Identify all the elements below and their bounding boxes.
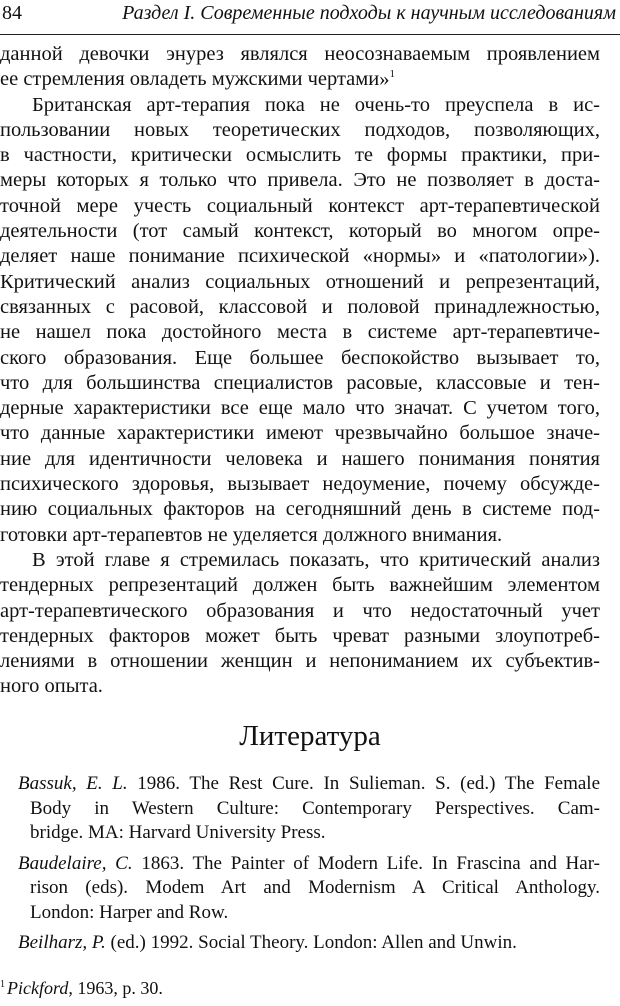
- reference-list: [0, 772, 600, 962]
- text-line-content: тендерных факторов может быть чреват разными злоупотреб-: [0, 624, 600, 647]
- reference-entry: [0, 772, 600, 846]
- reference-line: [0, 772, 600, 797]
- text-line: [0, 244, 600, 269]
- text-line-content: тендерных репрезентаций должен быть важнейшим элементом: [0, 574, 600, 597]
- text-line-content: дерные характеристики все еще мало что значат. С учетом того,: [0, 397, 600, 420]
- text-line-content: деляет наше понимание психической «нормы» и «патологии»).: [0, 245, 600, 268]
- reference-text: 1986. The Rest Cure. In Sulieman. S. (ed.) The Female: [127, 773, 601, 794]
- page-number: 84: [2, 2, 22, 24]
- text-line: [0, 599, 600, 624]
- text-line-content: ние для идентичности человека и нашего понимания понятия: [0, 447, 600, 470]
- text-line-content: Критический анализ социальных отношений и репрезентаций,: [0, 270, 600, 293]
- reference-line: [0, 797, 600, 822]
- text-line-content: связанных с расовой, классовой и половой принадлежностью,: [0, 295, 600, 318]
- paragraph: [0, 548, 600, 700]
- section-title: Литература: [239, 720, 381, 752]
- text-line: [0, 396, 600, 421]
- footnote-author: Pickford,: [7, 978, 73, 998]
- text-line-content: ского образования. Еще большее беспокойство вызывает то,: [0, 346, 600, 369]
- reference-line: [0, 901, 600, 926]
- text-line: [0, 421, 600, 446]
- text-line: [0, 219, 600, 244]
- text-line: [0, 194, 600, 219]
- body-text: [0, 42, 600, 700]
- reference-line: [0, 876, 600, 901]
- reference-line: [0, 821, 600, 846]
- text-line-content: деятельности (тот самый контекст, который во многом опре-: [0, 220, 600, 243]
- running-head: Раздел I. Современные подходы к научным исследованиям: [122, 2, 616, 24]
- text-line: [0, 168, 600, 193]
- text-line: [0, 649, 600, 674]
- text-line: [0, 67, 600, 92]
- text-line-content: В этой главе я стремилась показать, что критический анализ: [32, 548, 600, 571]
- text-line-content: пользовании новых теоретических подходов, позволяющих,: [0, 118, 600, 141]
- text-line: [0, 118, 600, 143]
- text-line: [0, 320, 600, 345]
- reference-entry: [0, 931, 600, 956]
- footnote: [0, 978, 163, 999]
- footnote-marker: 1: [0, 979, 5, 990]
- reference-author: Bassuk, E. L.: [18, 773, 128, 794]
- text-line-content: готовки арт-терапевтов не уделяется должного внимания.: [0, 523, 503, 546]
- text-line: [0, 523, 600, 548]
- text-line: [0, 143, 600, 168]
- text-line-content: лениями в отношении женщин и непониманием их субъектив-: [0, 650, 600, 673]
- text-line-content: меры которых я только что привела. Это не позволяет в доста-: [0, 169, 600, 192]
- text-line: [0, 270, 600, 295]
- text-line: [0, 497, 600, 522]
- text-line-content: что для большинства специалистов расовые, классовые и тен-: [0, 371, 600, 394]
- reference-text: bridge. MA: Harvard University Press.: [30, 822, 326, 843]
- text-line-content: в частности, критически осмыслить те формы практики, при-: [0, 144, 600, 167]
- text-line: [0, 573, 600, 598]
- text-line: [0, 42, 600, 67]
- reference-line: [0, 931, 600, 956]
- text-line: [0, 93, 600, 118]
- reference-entry: [0, 852, 600, 926]
- text-line: [0, 447, 600, 472]
- footnote-reference-marker[interactable]: 1: [389, 68, 395, 81]
- footnote-text: 1963, p. 30.: [72, 978, 163, 998]
- text-line-content: точной мере учесть социальный контекст арт-терапевтической: [0, 194, 600, 217]
- text-line: [0, 295, 600, 320]
- reference-text: (ed.) 1992. Social Theory. London: Allen and Unwin.: [105, 932, 517, 953]
- text-line: [0, 472, 600, 497]
- text-line-content: ее стремления овладеть мужскими чертами»: [0, 68, 390, 91]
- text-line-content: данной девочки энурез являлся неосознаваемым проявлением: [0, 43, 600, 65]
- text-line-content: арт-терапевтического образования и что недостаточный учет: [0, 599, 600, 622]
- text-line-content: ного опыта.: [0, 675, 103, 698]
- reference-text: Body in Western Culture: Contemporary Perspectives. Cam-: [30, 797, 600, 819]
- reference-author: Beilharz, P.: [18, 932, 106, 953]
- paragraph: [0, 42, 600, 93]
- text-line-content: психического здоровья, вызывает недоумение, почему обсужде-: [0, 473, 600, 496]
- text-line: [0, 624, 600, 649]
- page-header: [0, 0, 620, 35]
- reference-text: 1863. The Painter of Modern Life. In Frascina and Har-: [132, 852, 600, 874]
- text-line: [0, 371, 600, 396]
- paragraph: [0, 93, 600, 548]
- text-line: [0, 346, 600, 371]
- reference-author: Baudelaire, C.: [18, 852, 133, 874]
- reference-line: [0, 852, 600, 877]
- text-line-content: не нашел пока достойного места в системе арт-терапевтиче-: [0, 321, 600, 344]
- text-line-content: нию социальных факторов на сегодняшний день в системе под-: [0, 498, 600, 521]
- reference-text: London: Harper and Row.: [30, 901, 229, 923]
- text-line-content: что данные характеристики имеют чрезвычайно большое значе-: [0, 422, 600, 445]
- text-line-content: Британская арт-терапия пока не очень-то преуспела в ис-: [32, 93, 600, 116]
- reference-text: rison (eds). Modem Art and Modernism A Critical Anthology.: [30, 877, 600, 898]
- text-line: [0, 548, 600, 573]
- text-line: [0, 674, 600, 699]
